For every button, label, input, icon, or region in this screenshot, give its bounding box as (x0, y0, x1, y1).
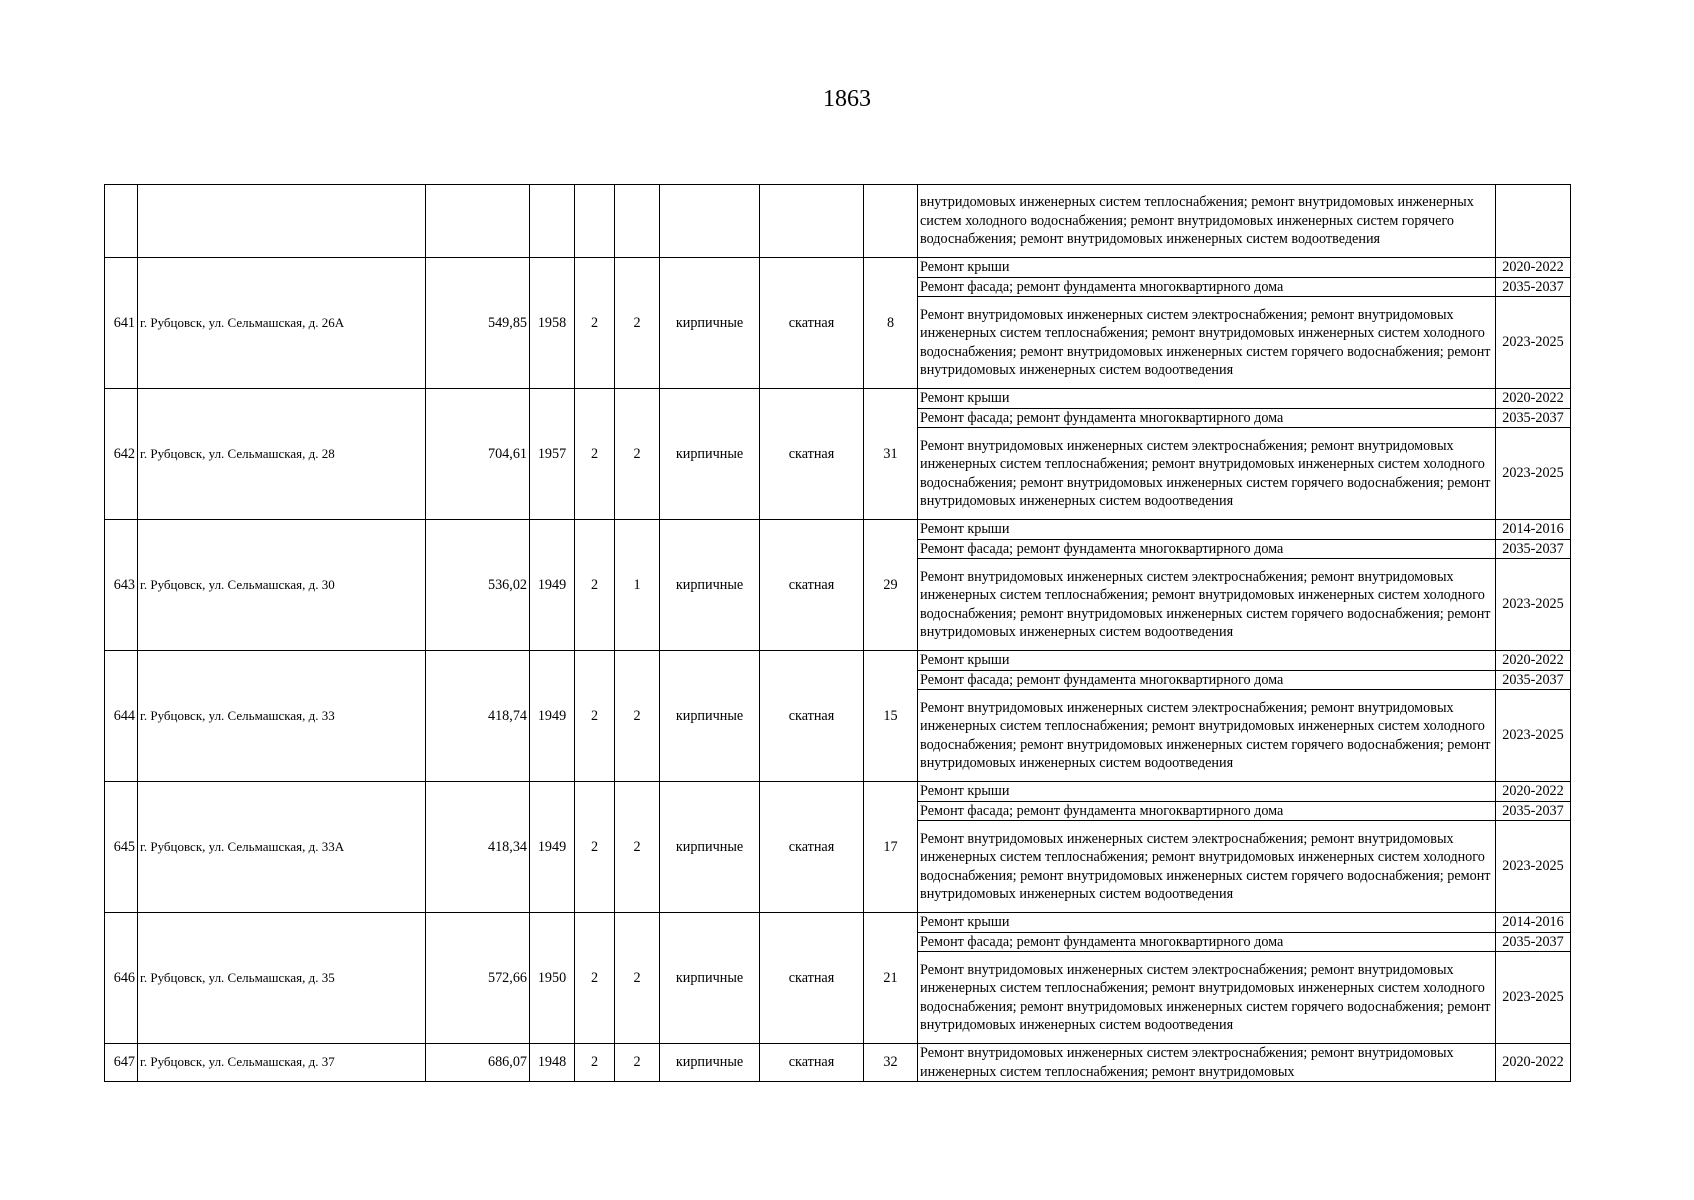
cell-year: 1949 (530, 651, 575, 782)
cell-address: г. Рубцовск, ул. Сельмашская, д. 26А (138, 258, 426, 389)
cell-num (105, 185, 138, 258)
cell-year: 1950 (530, 913, 575, 1044)
cell-period: 2014-2016 (1496, 913, 1571, 933)
cell-floors: 2 (575, 258, 615, 389)
cell-num: 644 (105, 651, 138, 782)
cell-walls: кирпичные (660, 389, 760, 520)
cell-floors: 2 (575, 389, 615, 520)
cell-work: Ремонт крыши (918, 520, 1496, 540)
cell-roof: скатная (760, 258, 864, 389)
table-row (105, 913, 1571, 933)
cell-roof: скатная (760, 651, 864, 782)
cell-entrances: 2 (615, 389, 660, 520)
cell-period: 2035-2037 (1496, 801, 1571, 821)
cell-work: внутридомовых инженерных систем теплоснабжения; ремонт внутридомовых инженерных систем холодного водоснабжения; ремонт внутридомовых инженерных систем горячего водоснабжения; ремонт внутридомовых инженерных систем водоотведения (918, 185, 1496, 258)
cell-year: 1949 (530, 520, 575, 651)
cell-area: 549,85 (426, 258, 530, 389)
cell-roof: скатная (760, 913, 864, 1044)
cell-entrances: 2 (615, 258, 660, 389)
cell-period: 2035-2037 (1496, 539, 1571, 559)
cell-year: 1958 (530, 258, 575, 389)
cell-period: 2035-2037 (1496, 277, 1571, 297)
table-row (105, 1044, 1571, 1082)
table-row (105, 389, 1571, 409)
cell-count: 29 (864, 520, 918, 651)
cell-floors: 2 (575, 782, 615, 913)
cell-address (138, 185, 426, 258)
cell-floors: 2 (575, 913, 615, 1044)
cell-year: 1948 (530, 1044, 575, 1082)
cell-count: 21 (864, 913, 918, 1044)
cell-address: г. Рубцовск, ул. Сельмашская, д. 28 (138, 389, 426, 520)
cell-walls: кирпичные (660, 258, 760, 389)
cell-period: 2023-2025 (1496, 559, 1571, 651)
cell-period (1496, 185, 1571, 258)
continuation-row (105, 185, 1571, 258)
cell-roof: скатная (760, 520, 864, 651)
cell-work: Ремонт фасада; ремонт фундамента многоквартирного дома (918, 408, 1496, 428)
cell-work: Ремонт внутридомовых инженерных систем электроснабжения; ремонт внутридомовых инженерных систем теплоснабжения; ремонт внутридомовых инженерных систем холодного водоснабжения; ремонт внутридомовых инженерных систем горячего водоснабжения; ремонт внутридомовых инженерных систем водоотведения (918, 690, 1496, 782)
cell-period: 2020-2022 (1496, 782, 1571, 802)
cell-area: 686,07 (426, 1044, 530, 1082)
cell-entrances (615, 185, 660, 258)
cell-period: 2023-2025 (1496, 821, 1571, 913)
cell-address: г. Рубцовск, ул. Сельмашская, д. 33А (138, 782, 426, 913)
cell-floors: 2 (575, 651, 615, 782)
cell-entrances: 2 (615, 651, 660, 782)
cell-work: Ремонт фасада; ремонт фундамента многоквартирного дома (918, 670, 1496, 690)
cell-year: 1957 (530, 389, 575, 520)
cell-num: 646 (105, 913, 138, 1044)
cell-roof: скатная (760, 782, 864, 913)
cell-floors (575, 185, 615, 258)
cell-address: г. Рубцовск, ул. Сельмашская, д. 37 (138, 1044, 426, 1082)
cell-entrances: 2 (615, 782, 660, 913)
cell-period: 2020-2022 (1496, 1044, 1571, 1082)
cell-walls: кирпичные (660, 1044, 760, 1082)
cell-entrances: 1 (615, 520, 660, 651)
table-body (105, 185, 1571, 1082)
cell-walls: кирпичные (660, 651, 760, 782)
cell-period: 2020-2022 (1496, 258, 1571, 278)
cell-address: г. Рубцовск, ул. Сельмашская, д. 30 (138, 520, 426, 651)
cell-num: 641 (105, 258, 138, 389)
cell-count (864, 185, 918, 258)
cell-area: 418,74 (426, 651, 530, 782)
table-row (105, 258, 1571, 278)
cell-roof: скатная (760, 389, 864, 520)
cell-num: 643 (105, 520, 138, 651)
cell-walls (660, 185, 760, 258)
cell-period: 2020-2022 (1496, 651, 1571, 671)
cell-period: 2023-2025 (1496, 690, 1571, 782)
cell-work: Ремонт внутридомовых инженерных систем электроснабжения; ремонт внутридомовых инженерных систем теплоснабжения; ремонт внутридомовых (918, 1044, 1496, 1082)
cell-work: Ремонт внутридомовых инженерных систем электроснабжения; ремонт внутридомовых инженерных систем теплоснабжения; ремонт внутридомовых инженерных систем холодного водоснабжения; ремонт внутридомовых инженерных систем горячего водоснабжения; ремонт внутридомовых инженерных систем водоотведения (918, 297, 1496, 389)
cell-count: 32 (864, 1044, 918, 1082)
cell-work: Ремонт крыши (918, 651, 1496, 671)
cell-work: Ремонт фасада; ремонт фундамента многоквартирного дома (918, 801, 1496, 821)
cell-roof (760, 185, 864, 258)
cell-period: 2035-2037 (1496, 932, 1571, 952)
cell-period: 2035-2037 (1496, 670, 1571, 690)
page-number: 1863 (823, 86, 871, 112)
cell-address: г. Рубцовск, ул. Сельмашская, д. 33 (138, 651, 426, 782)
cell-work: Ремонт крыши (918, 782, 1496, 802)
cell-roof: скатная (760, 1044, 864, 1082)
cell-period: 2035-2037 (1496, 408, 1571, 428)
cell-work: Ремонт крыши (918, 913, 1496, 933)
table-row (105, 651, 1571, 671)
cell-work: Ремонт внутридомовых инженерных систем электроснабжения; ремонт внутридомовых инженерных систем теплоснабжения; ремонт внутридомовых инженерных систем холодного водоснабжения; ремонт внутридомовых инженерных систем горячего водоснабжения; ремонт внутридомовых инженерных систем водоотведения (918, 559, 1496, 651)
cell-address: г. Рубцовск, ул. Сельмашская, д. 35 (138, 913, 426, 1044)
cell-count: 8 (864, 258, 918, 389)
cell-num: 645 (105, 782, 138, 913)
cell-area: 536,02 (426, 520, 530, 651)
cell-area: 418,34 (426, 782, 530, 913)
cell-work: Ремонт внутридомовых инженерных систем электроснабжения; ремонт внутридомовых инженерных систем теплоснабжения; ремонт внутридомовых инженерных систем холодного водоснабжения; ремонт внутридомовых инженерных систем горячего водоснабжения; ремонт внутридомовых инженерных систем водоотведения (918, 428, 1496, 520)
cell-floors: 2 (575, 1044, 615, 1082)
cell-work: Ремонт фасада; ремонт фундамента многоквартирного дома (918, 277, 1496, 297)
cell-period: 2014-2016 (1496, 520, 1571, 540)
cell-period: 2020-2022 (1496, 389, 1571, 409)
cell-floors: 2 (575, 520, 615, 651)
cell-count: 17 (864, 782, 918, 913)
cell-num: 642 (105, 389, 138, 520)
cell-count: 15 (864, 651, 918, 782)
cell-work: Ремонт внутридомовых инженерных систем электроснабжения; ремонт внутридомовых инженерных систем теплоснабжения; ремонт внутридомовых инженерных систем холодного водоснабжения; ремонт внутридомовых инженерных систем горячего водоснабжения; ремонт внутридомовых инженерных систем водоотведения (918, 952, 1496, 1044)
cell-period: 2023-2025 (1496, 297, 1571, 389)
cell-num: 647 (105, 1044, 138, 1082)
cell-period: 2023-2025 (1496, 428, 1571, 520)
table-row (105, 520, 1571, 540)
cell-period: 2023-2025 (1496, 952, 1571, 1044)
cell-entrances: 2 (615, 1044, 660, 1082)
cell-work: Ремонт крыши (918, 389, 1496, 409)
cell-work: Ремонт фасада; ремонт фундамента многоквартирного дома (918, 932, 1496, 952)
cell-year: 1949 (530, 782, 575, 913)
cell-work: Ремонт внутридомовых инженерных систем электроснабжения; ремонт внутридомовых инженерных систем теплоснабжения; ремонт внутридомовых инженерных систем холодного водоснабжения; ремонт внутридомовых инженерных систем горячего водоснабжения; ремонт внутридомовых инженерных систем водоотведения (918, 821, 1496, 913)
cell-work: Ремонт крыши (918, 258, 1496, 278)
cell-area (426, 185, 530, 258)
cell-year (530, 185, 575, 258)
housing-repair-table (104, 184, 1571, 1082)
cell-entrances: 2 (615, 913, 660, 1044)
cell-walls: кирпичные (660, 782, 760, 913)
cell-area: 572,66 (426, 913, 530, 1044)
cell-walls: кирпичные (660, 913, 760, 1044)
cell-walls: кирпичные (660, 520, 760, 651)
cell-work: Ремонт фасада; ремонт фундамента многоквартирного дома (918, 539, 1496, 559)
table-row (105, 782, 1571, 802)
cell-count: 31 (864, 389, 918, 520)
cell-area: 704,61 (426, 389, 530, 520)
